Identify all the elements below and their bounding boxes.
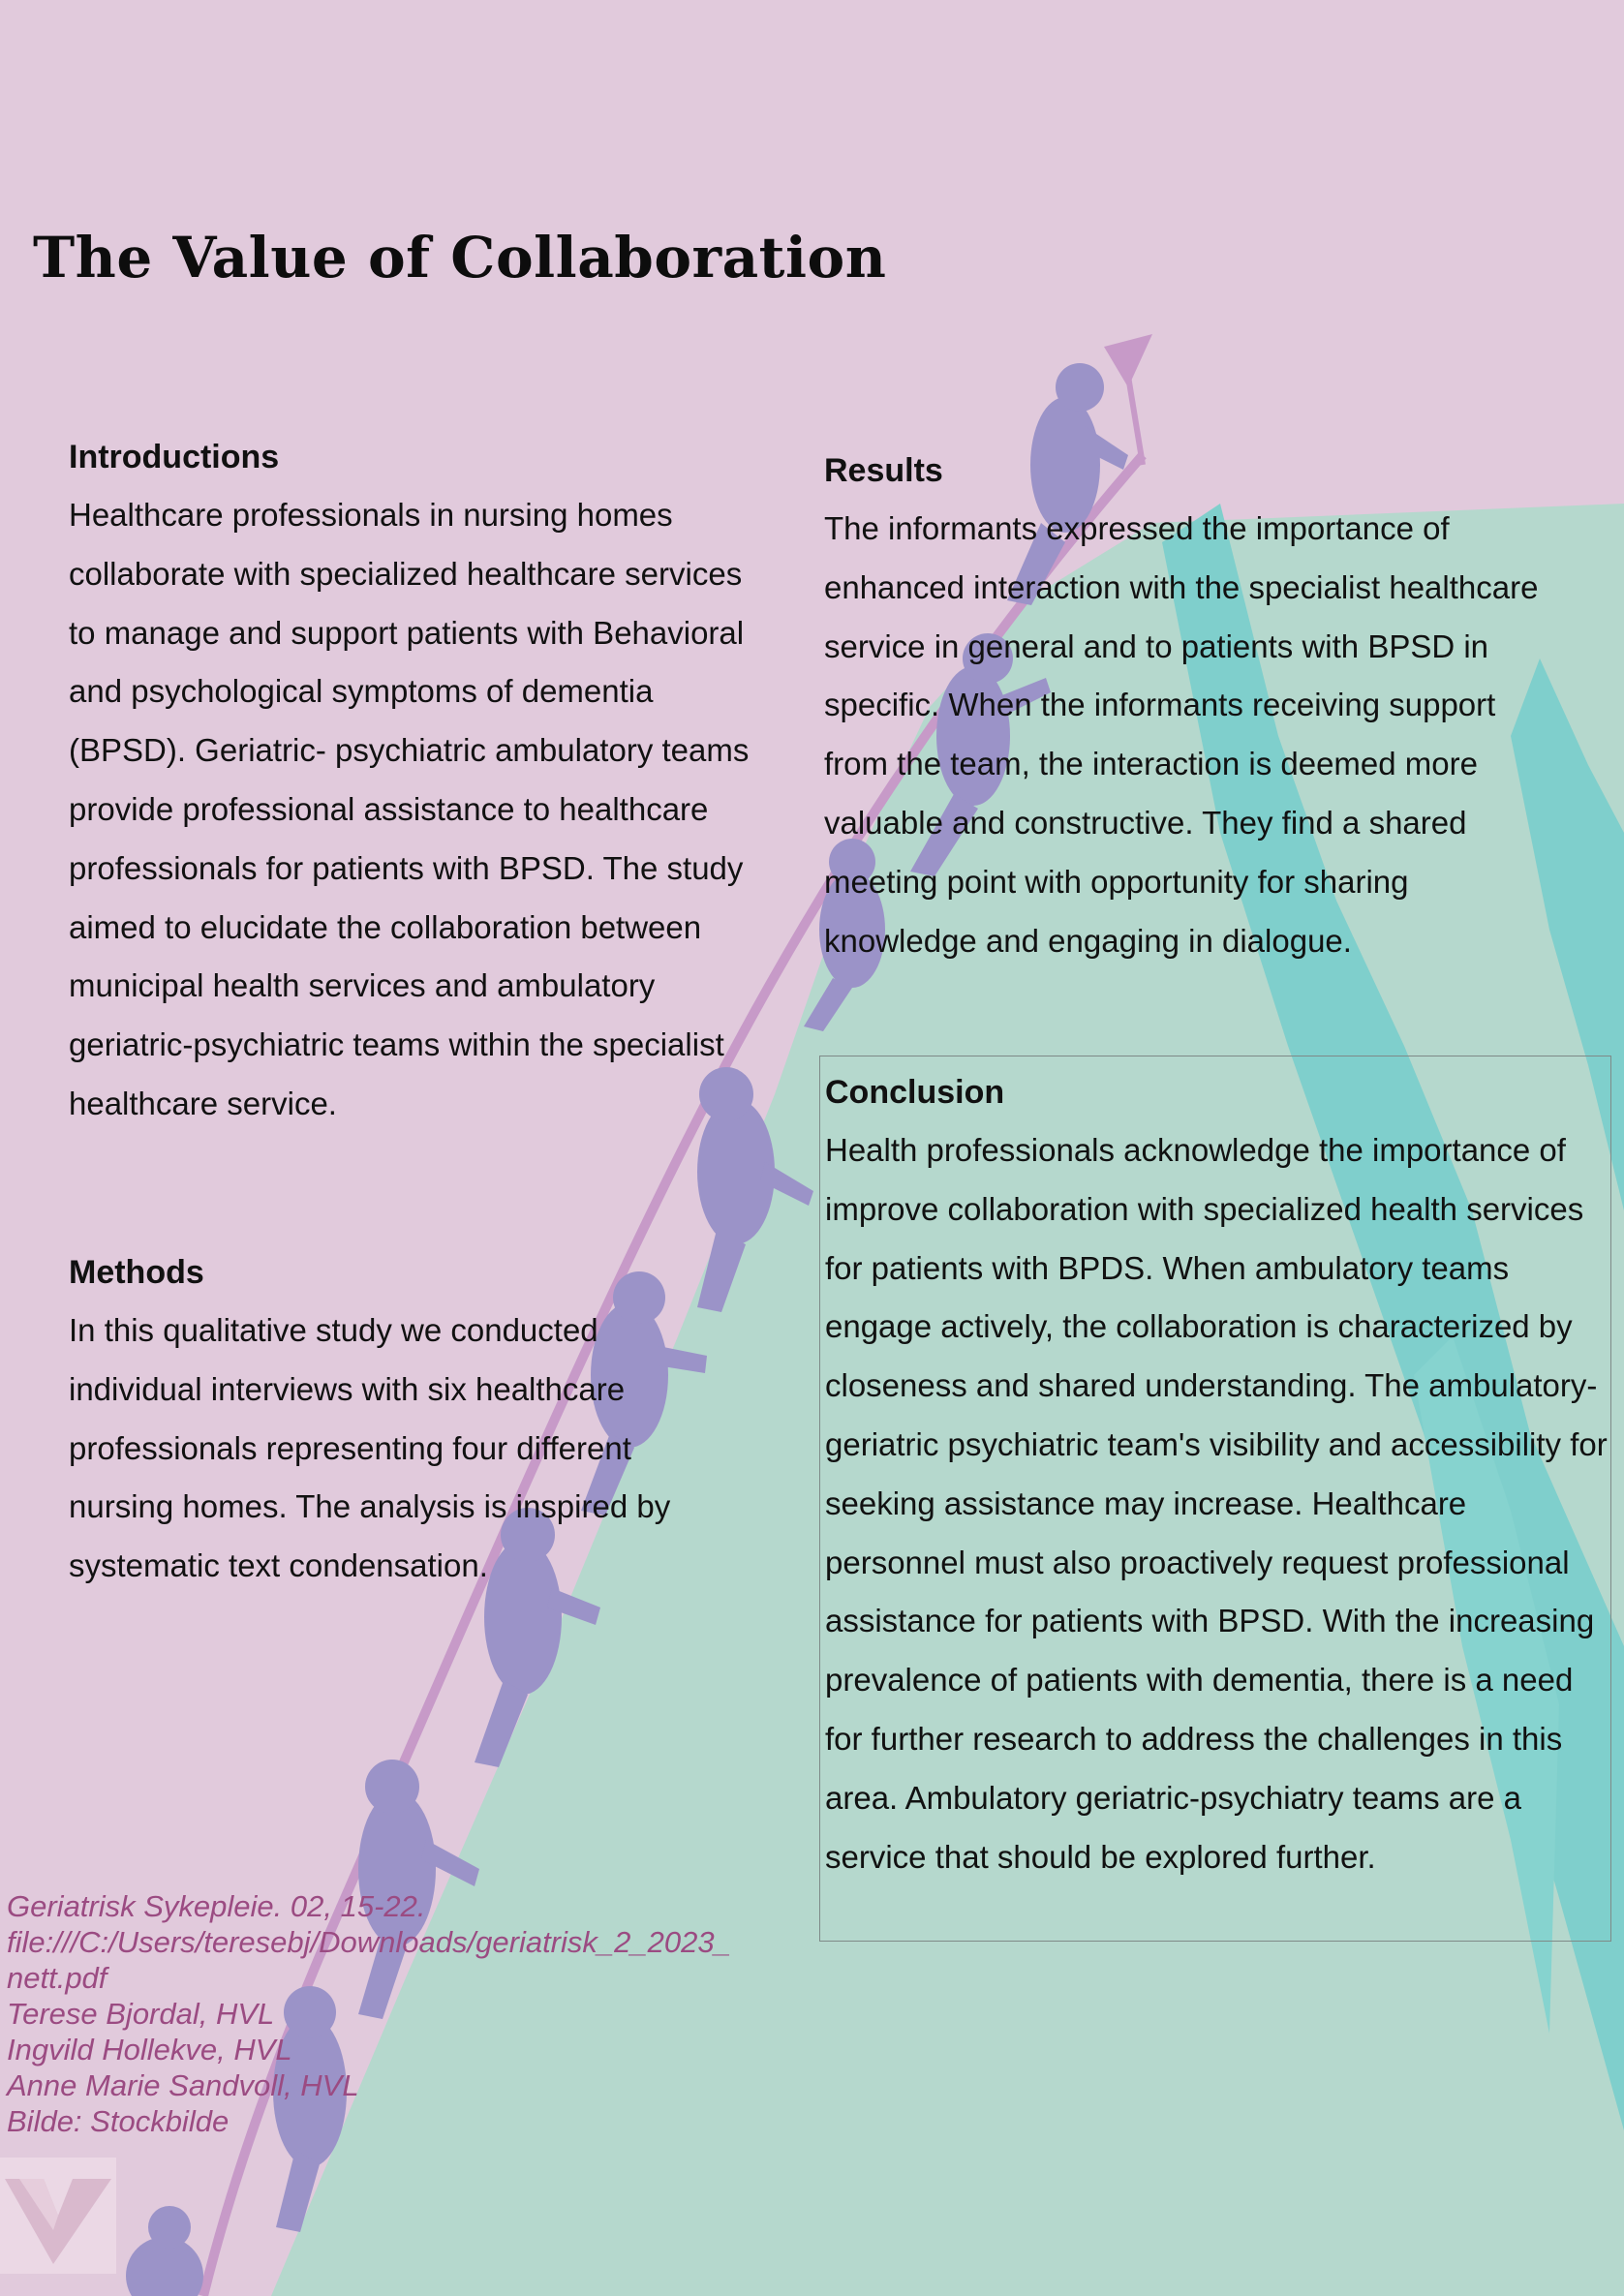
reference-citation: Geriatrisk Sykepleie. 02, 15-22.: [7, 1889, 426, 1923]
conclusion-body: Health professionals acknowledge the importance of improve collaboration with specialized health services for patients with BPDS. When ambulatory teams engage actively, the collaboration is characterized by closeness and shared understanding. The ambulatory-geriatric psychiatric team's visibility and accessibility for seeking assistance may increase. Healthcare personnel must also proactively request professional assistance for patients with BPSD. With the increasing prevalence of patients with dementia, there is a need for further research to address the challenges in this area. Ambulatory geriatric-psychiatry teams are a service that should be explored further.: [825, 1132, 1608, 1875]
results-section: [824, 449, 1560, 970]
methods-body: In this qualitative study we conducted individual interviews with six healthcare professionals representing four different nursing homes. The analysis is inspired by systematic text condensation.: [69, 1312, 671, 1584]
page-title: The Value of Collaboration: [33, 225, 887, 291]
reference-file-path-continued: nett.pdf: [7, 1961, 107, 1995]
institution-logo-icon: [0, 2158, 116, 2274]
results-heading: Results: [824, 452, 943, 489]
image-credit: Bilde: Stockbilde: [7, 2104, 230, 2138]
reference-file-path: file:///C:/Users/teresebj/Downloads/geriatrisk_2_2023_: [7, 1925, 731, 1959]
methods-heading: Methods: [69, 1254, 204, 1291]
introduction-section: [69, 436, 776, 1134]
introduction-heading: Introductions: [69, 439, 280, 475]
methods-section: [69, 1251, 698, 1596]
author-line: Ingvild Hollekve, HVL: [7, 2033, 292, 2066]
summit-flag: [1104, 334, 1152, 387]
introduction-body: Healthcare professionals in nursing homes collaborate with specialized healthcare services to manage and support patients with Behavioral and psychological symptoms of dementia (BPSD). Geriatric- psychiatric ambulatory teams provide professional assistance to healthcare professionals for patients with BPSD. The study aimed to elucidate the collaboration between municipal health services and ambulatory geriatric-psychiatric teams within the specialist healthcare service.: [69, 497, 750, 1121]
climber-figure: [126, 2206, 203, 2296]
results-body: The informants expressed the importance of enhanced interaction with the specialist healthcare service in general and to patients with BPSD in specific. When the informants receiving support from the team, the interaction is deemed more valuable and constructive. They find a shared meeting point with opportunity for sharing knowledge and engaging in dialogue.: [824, 510, 1539, 959]
author-line: Terese Bjordal, HVL: [7, 1997, 275, 2031]
references-block: [7, 1888, 762, 2139]
conclusion-section: [819, 1056, 1611, 1942]
conclusion-heading: Conclusion: [825, 1074, 1005, 1111]
author-line: Anne Marie Sandvoll, HVL: [7, 2068, 359, 2102]
